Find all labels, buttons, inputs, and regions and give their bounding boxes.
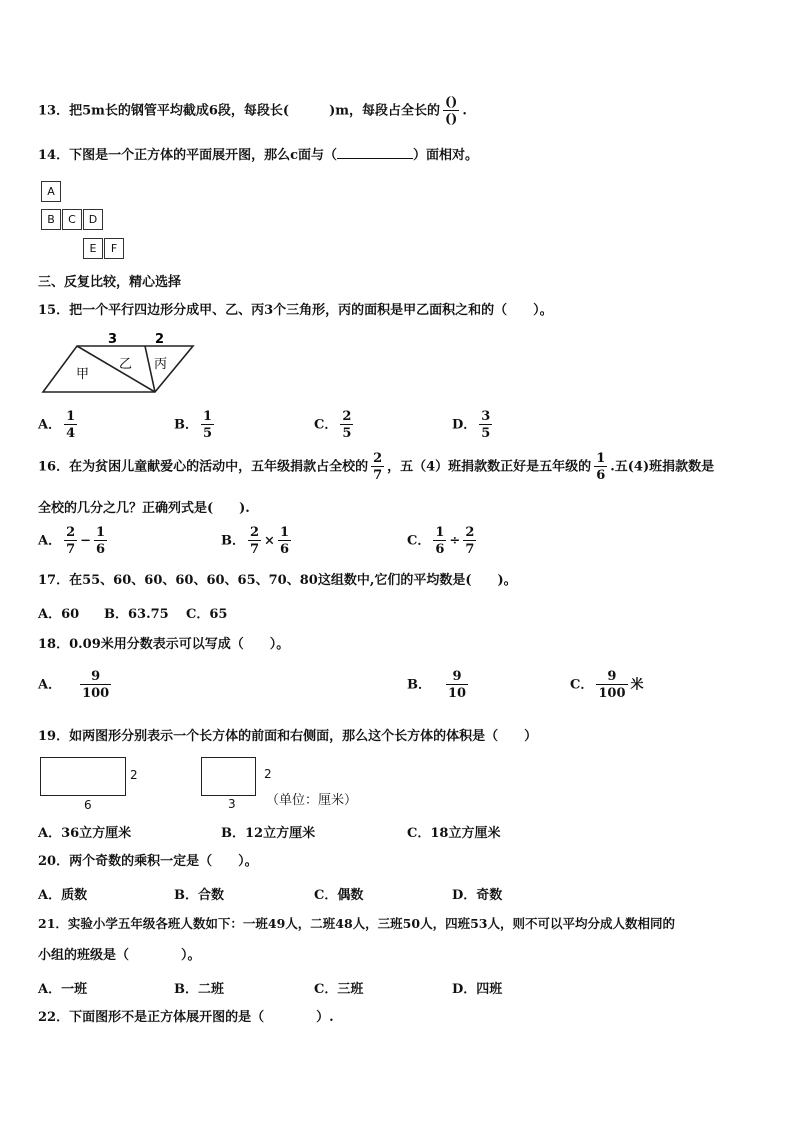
- q15-option-b-frac: [201, 410, 214, 440]
- q15-option-c[interactable]: [314, 410, 356, 440]
- question-18: 18．0.09米用分数表示可以写成（ ）。: [38, 637, 290, 652]
- net-cell-c: C: [62, 209, 82, 230]
- q15-d-num: 3: [481, 409, 491, 424]
- q18-option-b-letter: B．: [407, 677, 431, 693]
- q18-c-unit: 米: [630, 677, 644, 693]
- question-13: [38, 96, 467, 126]
- q16-a-f2-num: 1: [96, 525, 106, 540]
- q16-b-f2-den: 6: [279, 542, 289, 557]
- q16-text-b: ，五（4）班捐款数正好是五年级的: [387, 459, 592, 475]
- q15-option-a-frac: [64, 410, 77, 440]
- question-21: 21．实验小学五年级各班人数如下：一班49人，二班48人，三班50人，四班53人，则不可以平均分成人数相同的: [38, 916, 675, 931]
- q16-frac-1: [371, 452, 384, 482]
- net-cell-a: A: [41, 181, 61, 202]
- q20-option-c[interactable]: C．偶数: [314, 888, 364, 903]
- q21-option-d[interactable]: D．四班: [452, 982, 503, 997]
- q21-option-b[interactable]: B．二班: [174, 982, 224, 997]
- fig-label-bing: 丙: [154, 357, 168, 372]
- q16-a-frac-1: [64, 526, 77, 556]
- fig-label-jia: 甲: [76, 367, 90, 382]
- q16-c-f1-num: 1: [435, 525, 445, 540]
- q18-option-c[interactable]: [570, 670, 644, 700]
- q16-b-operator: ×: [264, 533, 275, 549]
- q15-option-b-letter: B．: [174, 417, 198, 433]
- q21-option-c[interactable]: C．三班: [314, 982, 364, 997]
- q18-option-a-letter: A．: [38, 677, 62, 693]
- q16-b-f2-num: 1: [279, 525, 289, 540]
- q15-option-d-frac: [479, 410, 492, 440]
- q17-option-c[interactable]: C．65: [186, 607, 228, 622]
- q15-c-den: 5: [342, 426, 352, 441]
- q15-b-num: 1: [203, 409, 213, 424]
- net-cell-b: B: [41, 209, 61, 230]
- section-3-heading: 三、反复比较，精心选择: [38, 275, 182, 290]
- fig-label-2: 2: [155, 332, 165, 347]
- q13-fraction: [443, 96, 459, 126]
- q16-c-f2-num: 2: [465, 525, 475, 540]
- q20-option-d[interactable]: D．奇数: [452, 888, 503, 903]
- q16-f2-num: 1: [596, 451, 606, 466]
- q15-b-den: 5: [203, 426, 213, 441]
- q16-option-a[interactable]: [38, 526, 110, 556]
- q20-option-b[interactable]: B．合数: [174, 888, 224, 903]
- q19-option-c[interactable]: C．18立方厘米: [407, 826, 501, 841]
- q16-option-b[interactable]: [221, 526, 294, 556]
- q18-a-frac: [80, 670, 111, 700]
- q16-c-operator: ÷: [449, 533, 461, 549]
- question-20: 20．两个奇数的乘积一定是（ ）。: [38, 854, 258, 869]
- q16-c-frac-2: [463, 526, 476, 556]
- net-cell-e: E: [83, 238, 103, 259]
- q16-option-c-letter: C．: [407, 533, 431, 549]
- q18-b-num: 9: [452, 669, 462, 684]
- question-22: 22．下面图形不是正方体展开图的是（ ）.: [38, 1010, 334, 1025]
- q18-a-num: 9: [91, 669, 101, 684]
- q13-text-b: )m，每段占全长的: [329, 103, 441, 119]
- q15-a-num: 1: [66, 409, 76, 424]
- q18-c-num: 9: [607, 669, 617, 684]
- q16-option-c[interactable]: [407, 526, 479, 556]
- front-face-height: 2: [130, 768, 138, 782]
- question-16-line-2: 全校的几分之几？正确列式是( ).: [38, 501, 250, 516]
- q16-a-f1-den: 7: [66, 542, 76, 557]
- q14-text-b: ）面相对。: [413, 148, 479, 163]
- q14-text-a: 14．下图是一个正方体的平面展开图，那么c面与（: [38, 148, 338, 163]
- q18-option-b[interactable]: [407, 670, 471, 700]
- q14-answer-blank[interactable]: [337, 146, 413, 159]
- q18-a-den: 100: [82, 686, 110, 701]
- q18-c-den: 100: [598, 686, 626, 701]
- question-19: 19．如两图形分别表示一个长方体的前面和右侧面，那么这个长方体的体积是（ ）: [38, 729, 538, 744]
- q16-f1-den: 7: [373, 468, 383, 483]
- q15-a-den: 4: [66, 426, 76, 441]
- q18-b-den: 10: [448, 686, 467, 701]
- q19-option-a[interactable]: A．36立方厘米: [38, 826, 132, 841]
- q19-option-b[interactable]: B．12立方厘米: [221, 826, 316, 841]
- parallelogram-figure: [40, 330, 200, 396]
- fig-label-3: 3: [108, 332, 118, 347]
- front-face-rect: [40, 757, 126, 796]
- q16-f2-den: 6: [596, 468, 606, 483]
- q16-f1-num: 2: [373, 451, 383, 466]
- q16-a-f2-den: 6: [96, 542, 106, 557]
- question-15: 15．把一个平行四边形分成甲、乙、丙3个三角形，丙的面积是甲乙面积之和的（ ）。: [38, 303, 553, 318]
- q13-text-end: .: [462, 103, 467, 119]
- q15-option-c-frac: [340, 410, 353, 440]
- net-cell-d: D: [83, 209, 103, 230]
- question-16: [38, 452, 714, 482]
- question-21-line-2: 小组的班级是（ ）。: [38, 948, 201, 963]
- q17-option-a[interactable]: A．60: [38, 607, 80, 622]
- q13-text-a: 13．把5m长的钢管平均截成6段，每段长(: [38, 103, 290, 119]
- q13-frac-num: (): [445, 95, 458, 110]
- q16-c-f1-den: 6: [435, 542, 445, 557]
- q18-option-a[interactable]: [38, 670, 114, 700]
- q16-b-f1-den: 7: [250, 542, 260, 557]
- unit-note: （单位：厘米）: [266, 793, 358, 808]
- q16-c-f2-den: 7: [465, 542, 475, 557]
- q15-option-a-letter: A．: [38, 417, 62, 433]
- front-face-width: 6: [84, 798, 92, 812]
- q15-option-d-letter: D．: [452, 417, 477, 433]
- q16-frac-2: [594, 452, 607, 482]
- q13-frac-den: (): [445, 112, 458, 127]
- q15-option-c-letter: C．: [314, 417, 338, 433]
- side-face-rect: [201, 757, 256, 796]
- q15-c-num: 2: [342, 409, 352, 424]
- q17-option-b[interactable]: B．63.75: [104, 607, 169, 622]
- q18-option-c-letter: C．: [570, 677, 594, 693]
- fig-label-yi: 乙: [119, 357, 133, 372]
- q16-a-frac-2: [94, 526, 107, 556]
- q16-b-f1-num: 2: [250, 525, 260, 540]
- q15-option-d[interactable]: [452, 410, 495, 440]
- q18-c-frac: [596, 670, 627, 700]
- q20-option-a[interactable]: A．质数: [38, 888, 88, 903]
- question-14: [38, 146, 478, 165]
- q18-b-frac: [446, 670, 468, 700]
- q16-text-a: 16．在为贫困儿童献爱心的活动中，五年级捐款占全校的: [38, 459, 369, 475]
- q15-d-den: 5: [481, 426, 491, 441]
- side-face-height: 2: [264, 767, 272, 781]
- q15-option-a[interactable]: [38, 410, 80, 440]
- question-17: 17．在55、60、60、60、60、65、70、80这组数中,它们的平均数是( )。: [38, 573, 517, 588]
- net-cell-f: F: [104, 238, 124, 259]
- q16-option-b-letter: B．: [221, 533, 245, 549]
- q15-option-b[interactable]: [174, 410, 217, 440]
- q16-b-frac-2: [278, 526, 291, 556]
- q16-c-frac-1: [433, 526, 446, 556]
- q16-a-f1-num: 2: [66, 525, 76, 540]
- q16-a-operator: −: [80, 533, 92, 549]
- q16-b-frac-1: [248, 526, 261, 556]
- q16-text-c: .五(4)班捐款数是: [610, 459, 715, 475]
- q21-option-a[interactable]: A．一班: [38, 982, 88, 997]
- side-face-width: 3: [228, 797, 236, 811]
- q16-option-a-letter: A．: [38, 533, 62, 549]
